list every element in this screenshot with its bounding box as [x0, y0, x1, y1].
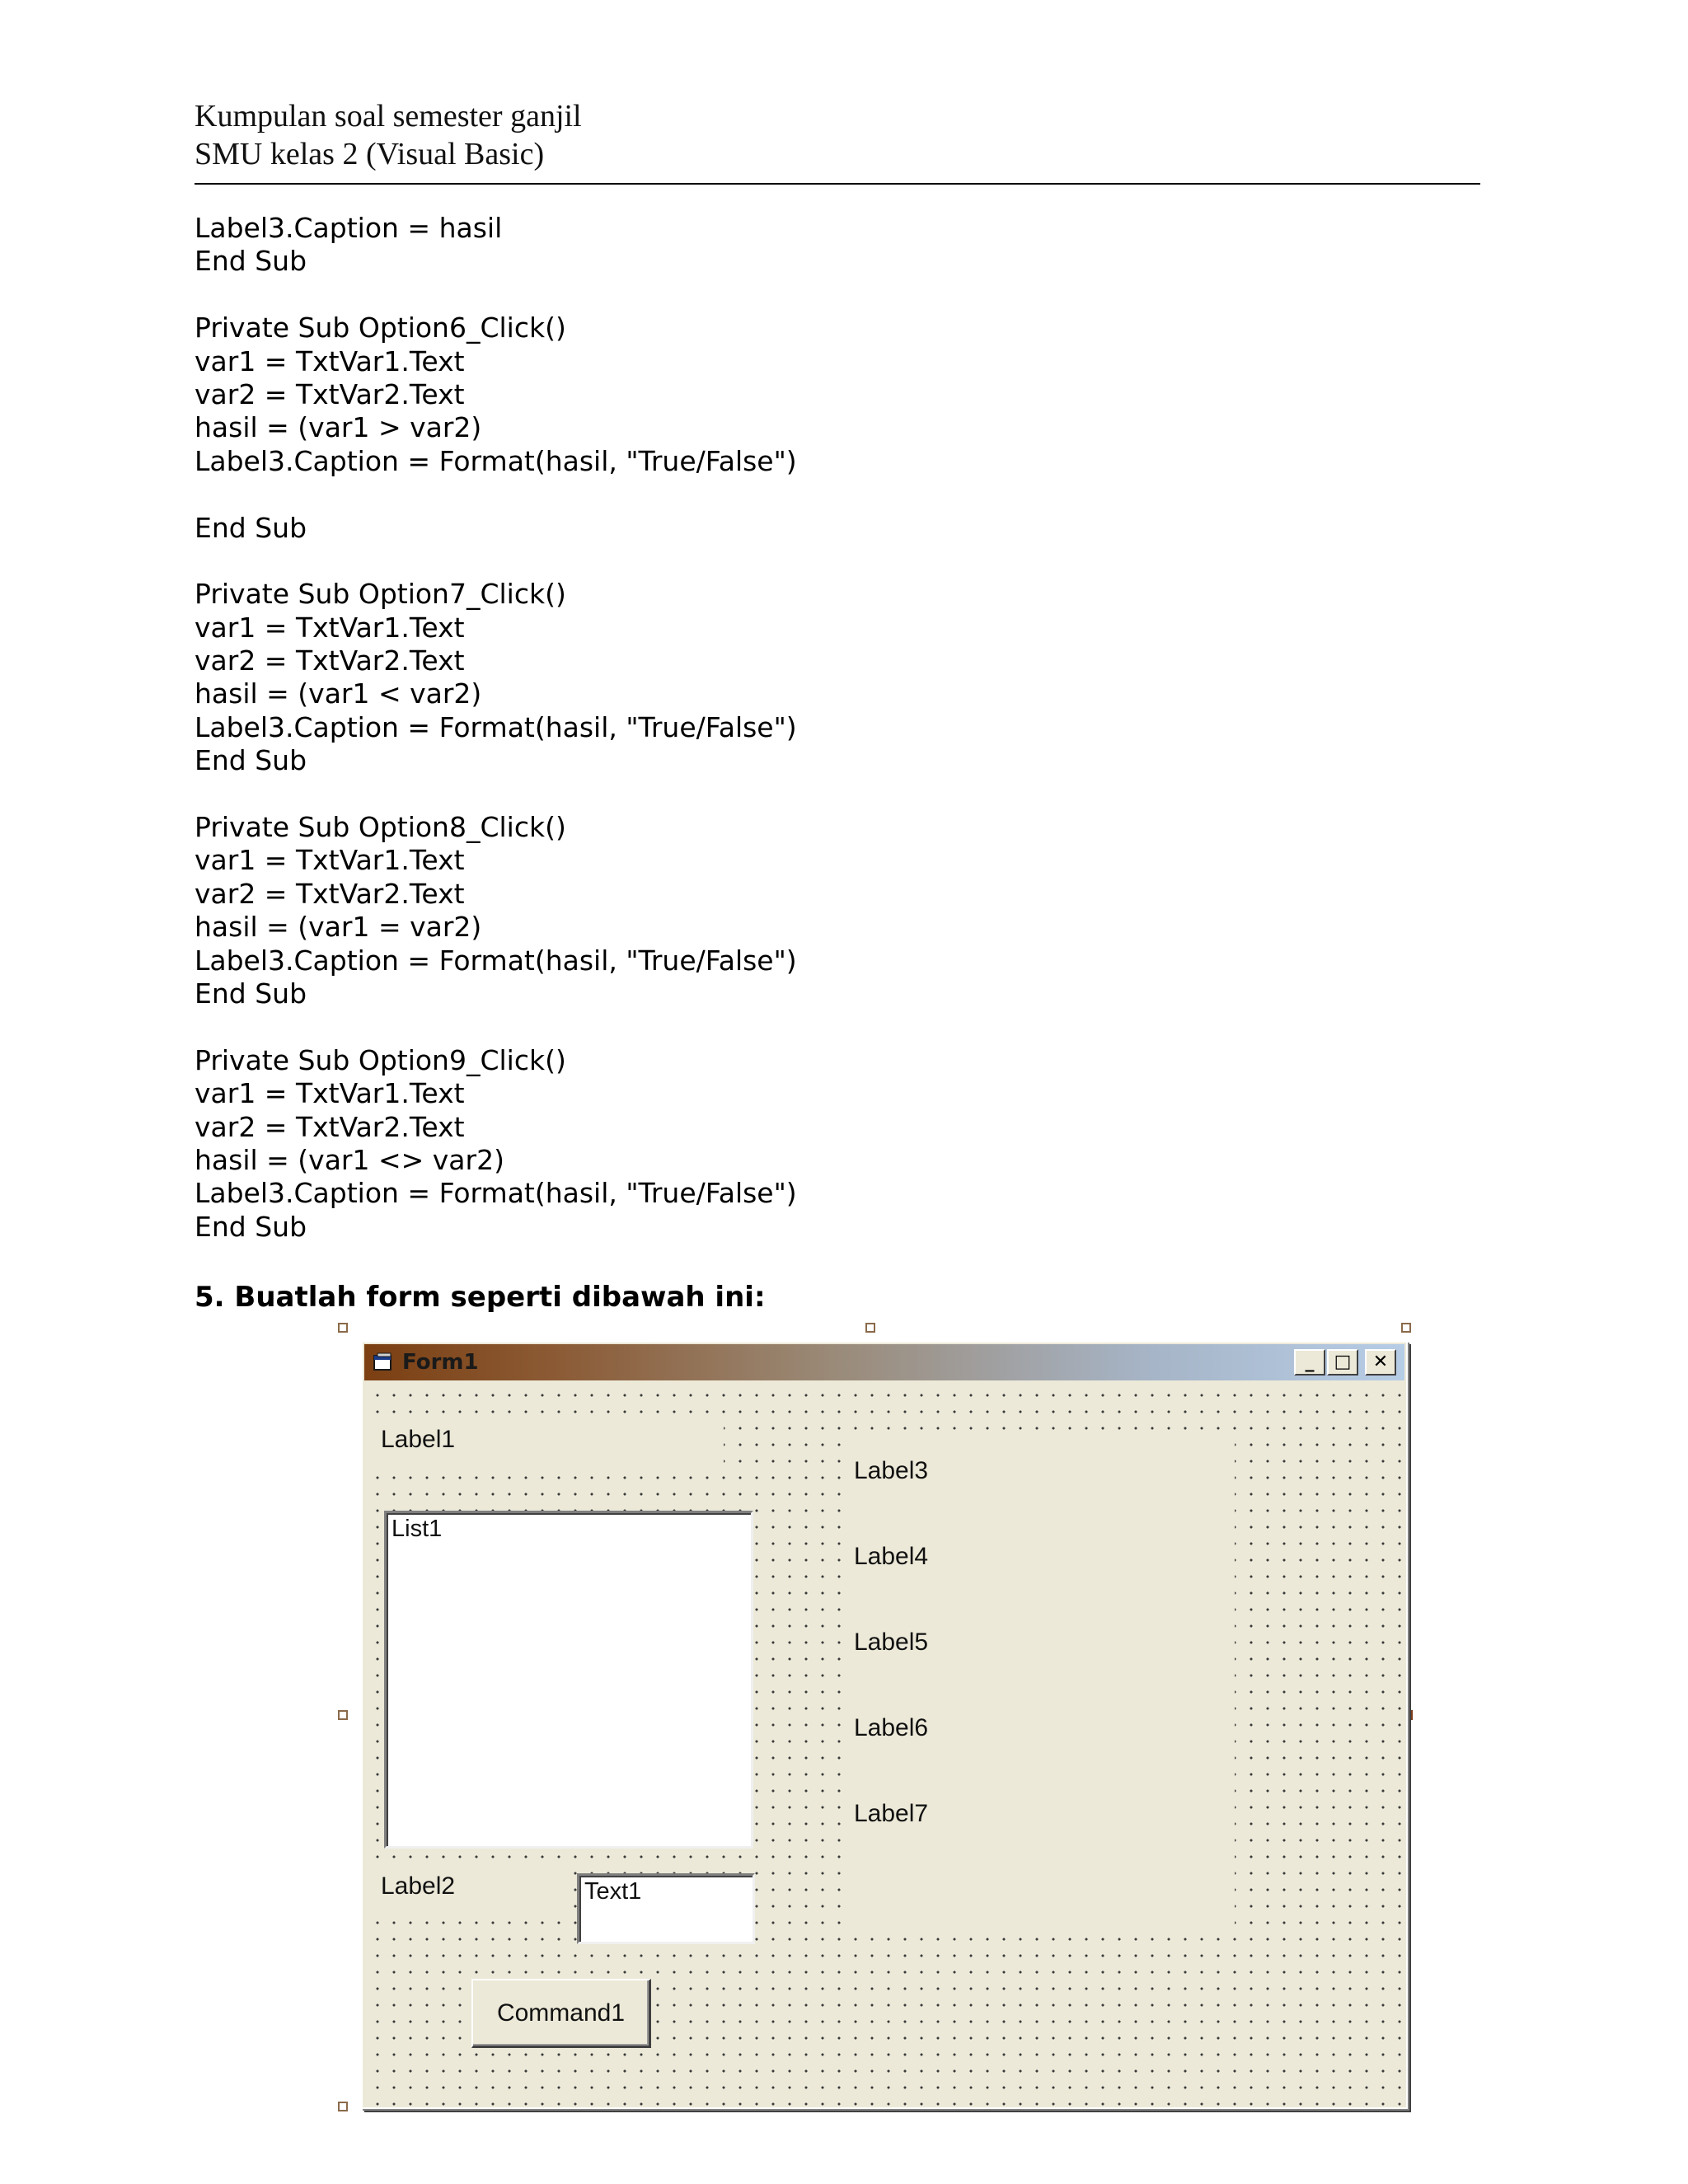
- page-header: [195, 97, 1480, 173]
- label7[interactable]: Label7: [854, 1800, 929, 1827]
- form-designer: [338, 1323, 1430, 2114]
- resize-handle-middle-left[interactable]: [338, 1710, 348, 1720]
- form1-client-area[interactable]: [364, 1382, 1404, 2106]
- code-line: Private Sub Option9_Click(): [195, 1043, 566, 1076]
- code-line: var1 = TxtVar1.Text: [195, 1077, 465, 1110]
- code-line: var2 = TxtVar2.Text: [195, 1110, 465, 1143]
- form-window-icon: [373, 1352, 394, 1373]
- close-button[interactable]: ✕: [1365, 1349, 1396, 1376]
- code-line: End Sub: [195, 744, 307, 777]
- code-line: [195, 545, 1431, 578]
- code-line: hasil = (var1 < var2): [195, 677, 482, 710]
- code-line: var1 = TxtVar1.Text: [195, 344, 465, 377]
- resize-handle-top-right[interactable]: [1401, 1323, 1411, 1333]
- command1-button[interactable]: Command1: [471, 1979, 651, 2048]
- label4[interactable]: Label4: [854, 1543, 929, 1570]
- code-line: Label3.Caption = Format(hasil, "True/False"): [195, 944, 797, 977]
- header-subtitle: SMU kelas 2 (Visual Basic): [195, 137, 545, 171]
- code-line: var1 = TxtVar1.Text: [195, 611, 465, 644]
- code-line: Label3.Caption = hasil: [195, 212, 503, 244]
- label3[interactable]: Label3: [854, 1457, 929, 1484]
- question-5: 5. Buatlah form seperti dibawah ini:: [195, 1281, 766, 1314]
- code-line: Private Sub Option6_Click(): [195, 312, 566, 344]
- code-line: Label3.Caption = Format(hasil, "True/False"): [195, 1177, 797, 1210]
- text1-textbox[interactable]: [577, 1873, 755, 1944]
- code-line: hasil = (var1 = var2): [195, 911, 482, 944]
- code-line: [195, 478, 1431, 511]
- resize-handle-top-left[interactable]: [338, 1323, 348, 1333]
- code-line: [195, 1010, 1431, 1043]
- code-line: Private Sub Option8_Click(): [195, 811, 566, 844]
- code-line: End Sub: [195, 1210, 307, 1243]
- form1-titlebar[interactable]: [364, 1344, 1404, 1380]
- code-line: End Sub: [195, 977, 307, 1010]
- code-line: End Sub: [195, 245, 307, 278]
- code-line: Label3.Caption = Format(hasil, "True/False"): [195, 444, 797, 477]
- code-line: var2 = TxtVar2.Text: [195, 877, 465, 910]
- header-divider: [195, 183, 1480, 185]
- label1[interactable]: Label1: [371, 1422, 724, 1473]
- resize-handle-bottom-left[interactable]: [338, 2102, 348, 2111]
- minimize-button[interactable]: _: [1294, 1349, 1325, 1376]
- code-line: var1 = TxtVar1.Text: [195, 844, 465, 877]
- header-title: Kumpulan soal semester ganjil: [195, 99, 582, 134]
- list1-listbox[interactable]: [384, 1511, 753, 1849]
- resize-handle-top-center[interactable]: [865, 1323, 875, 1333]
- code-listing: [195, 212, 1431, 1244]
- label2[interactable]: Label2: [371, 1868, 565, 1918]
- code-line: Label3.Caption = Format(hasil, "True/False"): [195, 710, 797, 743]
- label3-panel[interactable]: [847, 1432, 1235, 1926]
- code-line: var2 = TxtVar2.Text: [195, 644, 465, 677]
- label5[interactable]: Label5: [854, 1629, 929, 1656]
- list1-label: List1: [392, 1516, 443, 1542]
- form1-title: Form1: [402, 1350, 479, 1375]
- form1-window[interactable]: [361, 1341, 1408, 2109]
- text1-value: Text1: [584, 1878, 642, 1905]
- code-line: Private Sub Option7_Click(): [195, 578, 566, 611]
- code-line: var2 = TxtVar2.Text: [195, 377, 465, 410]
- code-line: hasil = (var1 <> var2): [195, 1143, 504, 1176]
- code-line: hasil = (var1 > var2): [195, 411, 482, 444]
- label6[interactable]: Label6: [854, 1714, 929, 1741]
- code-line: End Sub: [195, 511, 307, 544]
- maximize-button[interactable]: □: [1327, 1349, 1358, 1376]
- code-line: [195, 778, 1431, 811]
- code-line: [195, 279, 1431, 312]
